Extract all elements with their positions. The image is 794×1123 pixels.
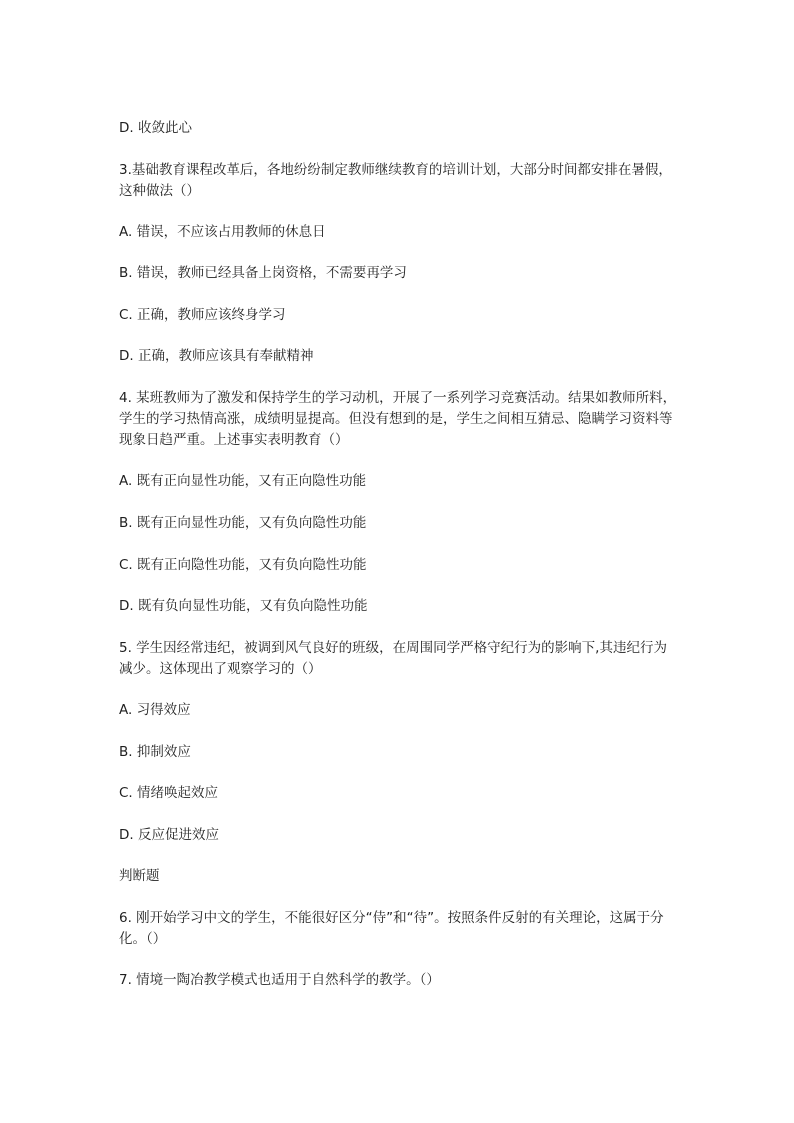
- q5-option-b: B. 抑制效应: [119, 744, 191, 760]
- q3-option-a: A. 错误，不应该占用教师的休息日: [119, 224, 326, 240]
- q2-option-d: D. 收敛此心: [119, 120, 192, 136]
- q5-stem: 5. 学生因经常违纪，被调到风气良好的班级，在周围同学严格守纪行为的影响下,其违纪行为减少。这体现出了观察学习的（）: [119, 640, 667, 677]
- q3-option-d: D. 正确，教师应该具有奉献精神: [119, 348, 314, 364]
- q6-statement: 6. 刚开始学习中文的学生，不能很好区分“侍”和“待”。按照条件反射的有关理论，这属于分化。（）: [119, 910, 664, 947]
- q4-option-b: B. 既有正向显性功能，又有负向隐性功能: [119, 515, 367, 531]
- q3-stem: 3.基础教育课程改革后，各地纷纷制定教师继续教育的培训计划，大部分时间都安排在暑假，这种做法（）: [119, 162, 672, 199]
- q3-option-c: C. 正确，教师应该终身学习: [119, 307, 286, 323]
- section-heading-judgement: 判断题: [119, 868, 160, 884]
- q7-statement: 7. 情境一陶冶教学模式也适用于自然科学的教学。（）: [119, 972, 440, 988]
- q5-option-c: C. 情绪唤起效应: [119, 785, 219, 801]
- q4-option-d: D. 既有负向显性功能，又有负向隐性功能: [119, 598, 368, 614]
- q4-stem: 4. 某班教师为了激发和保持学生的学习动机，开展了一系列学习竞赛活动。结果如教师所料，学生的学习热情高涨，成绩明显提高。但没有想到的是，学生之间相互猜忌、隐瞒学习资料等现象日趋严重。上述事实表明教育（）: [119, 390, 677, 448]
- q4-option-c: C. 既有正向隐性功能，又有负向隐性功能: [119, 557, 367, 573]
- q5-option-a: A. 习得效应: [119, 702, 191, 718]
- q5-option-d: D. 反应促进效应: [119, 827, 219, 843]
- q4-option-a: A. 既有正向显性功能，又有正向隐性功能: [119, 473, 367, 489]
- q3-option-b: B. 错误，教师已经具备上岗资格，不需要再学习: [119, 265, 407, 281]
